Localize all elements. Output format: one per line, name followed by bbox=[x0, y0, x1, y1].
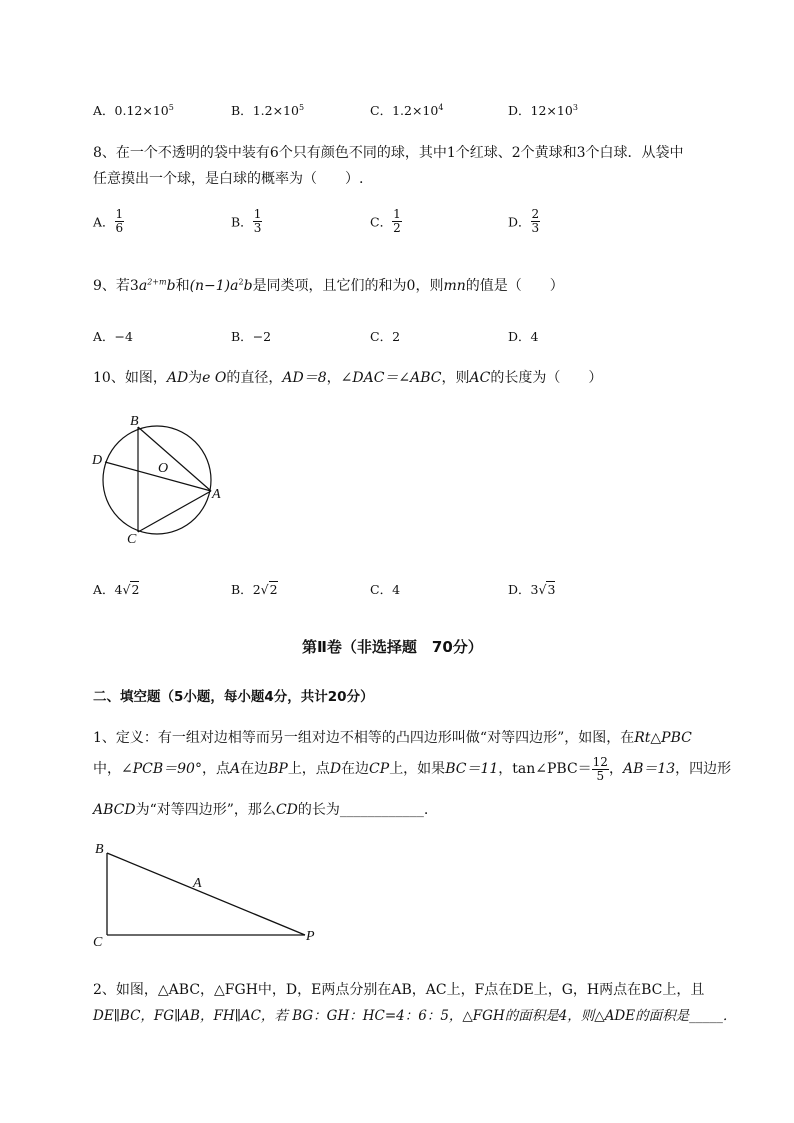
fill-section-heading: 二、填空题（5小题，每小题4分，共计20分） bbox=[93, 689, 374, 705]
label-o: O bbox=[158, 461, 169, 476]
q8-line1: 8、在一个不透明的袋中装有6个只有颜色不同的球，其中1个红球、2个黄球和3个白球．从袋中 bbox=[93, 145, 684, 161]
f1-line1: 1、定义：有一组对边相等而另一组对边不相等的凸四边形叫做“对等四边形”，如图，在Rt△PBC bbox=[93, 730, 692, 746]
q10-option-b: B．2√2 bbox=[231, 582, 278, 597]
label-c: C bbox=[127, 532, 137, 545]
q8-option-c: C． $\frac{1}{2}$ bbox=[370, 207, 401, 235]
q10-option-d: D．3√3 bbox=[508, 582, 556, 597]
q9-option-b: B．−2 bbox=[231, 329, 272, 344]
q7-option-c: C．$1.2\times 10^4$ bbox=[370, 102, 444, 118]
q8-line2: 任意摸出一个球，是白球的概率为（ ）. bbox=[93, 171, 364, 187]
q10-option-a: A．4√2 bbox=[93, 582, 140, 597]
q9-option-a: A．−4 bbox=[93, 329, 133, 344]
q10-option-c: C．4 bbox=[370, 582, 401, 597]
q7-option-a: A．$0.12\times 10^5$ bbox=[93, 102, 174, 118]
f1-line3: ABCD为“对等四边形”，那么CD的长为____________. bbox=[93, 802, 429, 818]
chord-ca bbox=[138, 491, 211, 532]
q8-option-a: A． $\frac{1}{6}$ bbox=[93, 207, 124, 235]
circle-o bbox=[103, 426, 211, 534]
label-p: P bbox=[306, 929, 315, 944]
label-a: A bbox=[212, 487, 221, 502]
label-b: B bbox=[95, 842, 104, 857]
q10-circle-figure bbox=[88, 410, 228, 545]
f2-line1: 2、如图，△ABC，△FGH中，D，E两点分别在AB，AC上，F点在DE上，G，H两点在BC上，且 bbox=[93, 982, 705, 998]
q8-option-b: B． $\frac{1}{3}$ bbox=[231, 207, 262, 235]
part2-title: 第Ⅱ卷（非选择题 70分） bbox=[302, 638, 483, 656]
f2-line2: DE∥BC，FG∥AB，FH∥AC，若 BG：GH：HC=4：6：5，△FGH的面积是4，则△ADE的面积是_____． bbox=[93, 1008, 737, 1024]
f1-line2: 中，∠PCB＝90°，点A在边BP上，点D在边CP上，如果BC＝11，tan∠PBC＝ $\frac{12}{5}$ ，AB＝13，四边形 bbox=[93, 754, 732, 783]
q9-option-d: D．4 bbox=[508, 329, 539, 344]
f1-triangle-figure bbox=[90, 838, 325, 950]
q10-stem: 10、如图，AD为e O的直径，AD＝8，∠DAC＝∠ABC，则AC的长度为（ ） bbox=[93, 370, 603, 386]
q7-option-d: D．$12\times 10^3$ bbox=[508, 102, 578, 118]
q7-option-b: B．$1.2\times 10^5$ bbox=[231, 102, 305, 118]
label-c: C bbox=[93, 935, 103, 950]
label-a: A bbox=[193, 876, 202, 891]
q9-option-c: C．2 bbox=[370, 329, 401, 344]
q9-stem: 9、若$3a^{2+m}b$和$(n-1)a^2b$是同类项，且它们的和为0，则mn的值是（ ） bbox=[93, 277, 564, 294]
q8-option-d: D． $\frac{2}{3}$ bbox=[508, 207, 540, 235]
side-bp bbox=[107, 853, 305, 935]
label-d: D bbox=[92, 453, 103, 468]
label-b: B bbox=[130, 414, 139, 429]
